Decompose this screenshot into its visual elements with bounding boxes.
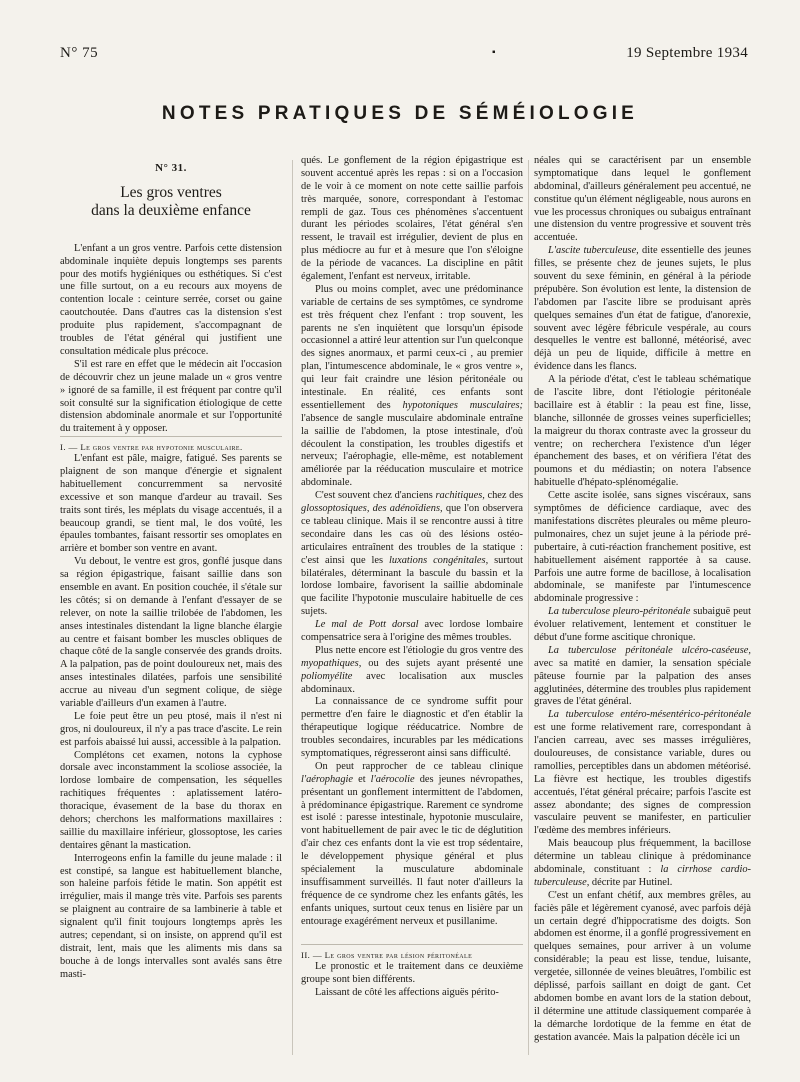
emphasis: poliomyélite (301, 670, 353, 682)
text-run: On peut rapprocher de ce tableau clinique (315, 760, 523, 772)
paragraph (301, 645, 523, 697)
text-run: Plus nette encore est l'étiologie du gros ventre des (315, 644, 523, 656)
text-run: C'est souvent chez d'anciens (315, 490, 436, 502)
article-title (60, 184, 282, 221)
paragraph: S'il est rare en effet que le médecin ait l'occasion de découvrir chez un jeune malade un « gros ventre » ignoré de sa famille, il est fréquent par contre qu'il soit consulté sur la signification étiologique de cette distension abdominale anormale et sur l'opportunité du traitement à y opposer. (60, 358, 282, 435)
paragraph: Cette ascite isolée, sans signes viscéraux, sans symptômes de déficience cardiaque, avec des manifestations discrètes pleurales ou même pleuro-pulmonaires, chez un sujet jeune à la période pré-pubertaire, à cuti-réaction franchement positive, est habituellement aisément rapportée à sa cause. Parfois une autre forme de bacillose, à localisation abdominale, se manifeste par l'intumescence abdominale progressive : (534, 490, 751, 605)
text-run: avec localisation aux muscles abdominaux. (301, 670, 523, 695)
emphasis: glossoptosiques, des adénoïdiens, (301, 503, 443, 515)
paragraph: néales qui se caractérisent par un ensemble symptomatique dans lequel le gonflement abdominal, d'ailleurs généralement peu accentué, ne constitue qu'un élément négligeable, nous aurons en vue les processus chroniques ou subaigus entraînant une distension du ventre progressive et souvent très accentuée. (534, 155, 751, 244)
text-run: et (353, 773, 371, 785)
paragraph (534, 245, 751, 374)
paragraph: L'enfant est pâle, maigre, fatigué. Ses parents se plaignent de son manque d'énergie et signalent habituellement concurremment sa nervosité excessive et son manque d'ardeur au travail. Ses traits sont tirés, les méplats du visage accentués, il a beaucoup grandi, se tient mal, le dos voûté, les épaules tombantes, faisant ressortir ses omoplates en arrière et bomber son ventre en avant. (60, 453, 282, 555)
column-divider (528, 160, 529, 1055)
emphasis: la cirrhose cardio-tuberculeuse, (534, 863, 751, 888)
emphasis: L'ascite tuberculeuse, (548, 245, 639, 257)
emphasis: La tuberculose entéro-mésentérico-péritonéale (548, 709, 751, 721)
emphasis: hypotoniques musculaires; (402, 399, 523, 411)
column-1 (60, 153, 282, 1053)
column-3 (534, 155, 751, 1055)
emphasis: l'aérocolie (370, 773, 415, 785)
page-header (60, 45, 748, 65)
paragraph: A la période d'état, c'est le tableau schématique de l'ascite libre, dont l'étiologie péritonéale bacillaire est à établir : la peau est fine, lisse, blanche, sillonnée de grosses veines superficielles; la maigreur du thorax contraste avec la grosseur du ventre; on recherchera l'existence d'un léger épanchement des bases, et on vérifiera l'état des poumons et du médiastin; on notera l'absence habituelle d'hépato-splénomégalie. (534, 374, 751, 489)
issue-number: N° 75 (60, 45, 99, 61)
emphasis: La tuberculose péritonéale ulcéro-caséeuse, (548, 644, 751, 656)
paragraph (534, 709, 751, 838)
column-divider (292, 160, 293, 1055)
paragraph: Complétons cet examen, notons la cyphose dorsale avec inconstamment la scoliose associée, la lordose lombaire de compensation, les séquelles rachitiques fréquentes : aplatissement latéro-thoracique, évasement de la base du thorax en dehors; cherchons les malformations maxillaires : saillie du maxillaire inférieur, glossoptose, les caries dentaires gênant la mastication. (60, 749, 282, 851)
paragraph: qués. Le gonflement de la région épigastrique est souvent accentué après les repas : si on a l'occasion de le voir à ce moment on note cette saillie parfois très marquée, sonore, correspondant à l'estomac rempli de gaz. Tous ces phénomènes s'accentuent durant les périodes scolaires, l'état général s'en ressent, le travail est irrégulier, devient de plus en plus médiocre au fur et à mesure que l'on s'éloigne de la période de vacances. La discipline en pâtit également, l'enfant est nerveux, irritable. (301, 155, 523, 283)
emphasis: rachitiques, (435, 490, 485, 502)
text-run: avec lordose lombaire compensatrice sera à l'origine des mêmes troubles. (301, 619, 523, 643)
text-run: surtout bilatérales, déterminant la bascule du bassin et la lordose lombaire, favorisent la saillie abdominale que facilite l'hypotonie musculaire habituelle de ces sujets. (301, 554, 523, 618)
section-heading-1: I. — Le gros ventre par hypotonie musculaire. (60, 436, 282, 453)
text-run: des jeunes névropathes, présentant un gonflement intermittent de l'abdomen, à prédominance épigastrique. Rarement ce syndrome est isolé : paresse intestinale, hypotonie musculaire, vont habituellement de pair avec le tic de déglutition d'air chez ces enfants dont la vie est trop sédentaire, le développement physique général et plus spécialement la musculature abdominale insuffisamment surveillés. Il faut noter d'ailleurs la fréquence de ce syndrome chez les enfants gâtés, les enfants uniques, surtout ceux tenus en lisière par un entourage exagérément nerveux et pusillanime. (301, 773, 523, 927)
section-heading-2: II. — Le gros ventre par lésion péritonéale (301, 944, 523, 961)
text-run: dite essentielle des jeunes filles, se présente chez de jeunes sujets, le plus souvent du sexe féminin, en général à la période prépubère. Son évolution est lente, la distension de l'abdomen par l'ascite libre se produisant après quelques semaines d'un état de fatigue, d'anorexie, souvent avec légère fébricule vespérale, au cours desquelles le ventre est ballonné, météorisé, avec déjà un peu de liquide, difficile à mettre en évidence dans les flancs. (534, 245, 751, 373)
paragraph: L'enfant a un gros ventre. Parfois cette distension abdominale inquiète depuis longtemps ses parents pour des motifs hygiéniques ou esthétiques. Si c'est une fille surtout, on a eu recours aux moyens de contention locale : ceinture serrée, corset ou gaine caoutchoutée. Dans d'autres cas la distension s'est produite plus rapidement, s'accompagnant de troubles de l'état général qui justifient une consultation médicale plus précoce. (60, 242, 282, 357)
issue-date: 19 Septembre 1934 (626, 45, 748, 61)
emphasis: Le mal de Pott dorsal (315, 619, 419, 631)
text-run: décrite par Hutinel. (589, 876, 673, 888)
emphasis: La tuberculose pleuro-péritonéale (548, 606, 691, 618)
paragraph (534, 645, 751, 709)
text-run: chez des (484, 490, 523, 502)
note-number: N° 31. (155, 162, 187, 174)
paragraph (534, 838, 751, 890)
paragraph: La connaissance de ce syndrome suffit pour permettre d'en faire le diagnostic et d'en établir la thérapeutique logique rééducatrice. Nombre de troubles secondaires, incurables par les médications symptomatiques, régresseront ainsi sans difficulté. (301, 696, 523, 759)
paragraph (301, 619, 523, 645)
emphasis: l'aérophagie (301, 773, 354, 785)
article-title-line1: Les gros ventres (120, 183, 222, 201)
paragraph: Interrogeons enfin la famille du jeune malade : il est constipé, sa langue est habituellement blanche, son haleine parfois fétide le matin. Son appétit est irrégulier, mais il mange très vite. Parfois ses parents se plaignent au contraire de sa lambinerie à table et signalent qu'il finit toujours longtemps après les autres; cependant, si on insiste, on apprend qu'il est distrait, lent, mais que les aliments mis dans sa bouche à de longs intervalles sont avalés sans être masti- (60, 852, 282, 980)
emphasis: myopathiques, (301, 657, 362, 669)
paragraph (534, 606, 751, 645)
text-run: est une forme relativement rare, correspondant à l'ancien carreau, avec ses masses irrégulières, douloureuses, de consistance variable, dures ou ramollies, perceptibles dans un abdomen météorisé. La fièvre est hectique, les troubles digestifs accentués, l'état général précaire; parfois l'ascite est assez abondante; des signes de compression vasculaire peuvent se manifester, en particulier l'œdème des membres inférieurs. (534, 722, 751, 837)
section-title: NOTES PRATIQUES DE SÉMÉIOLOGIE (161, 103, 639, 124)
paragraph (301, 284, 523, 490)
article-title-line2: dans la deuxième enfance (91, 202, 251, 220)
text-run: subaiguë peut évoluer relativement, lentement et constituer le début d'une forme ascitique chronique. (534, 606, 751, 643)
paragraph (301, 490, 523, 619)
paragraph: Le pronostic et le traitement dans ce deuxième groupe sont bien différents. (301, 961, 523, 986)
paragraph (301, 761, 523, 929)
paragraph: Vu debout, le ventre est gros, gonflé jusque dans sa région épigastrique, faisant saillie dans son ensemble en avant. En position couchée, il s'étale sur les côtés; si on demande à l'enfant d'essayer de se relever, on note la saillie trilobée de l'abdomen, les anses intestinales distendant la ligne blanche élargie au centre et faisant bomber les muscles obliques de chaque côté de la sangle conservée des grands droits. A la palpation, pas de point douloureux net, mais des anses intestinales dilatées, parfois une sensibilité accrue au niveau d'un segment colique, de siège variable d'ailleurs d'un examen à l'autre. (60, 556, 282, 709)
paragraph: Le foie peut être un peu ptosé, mais il n'est ni gros, ni douloureux, il n'y a pas trace d'ascite. Le rein est parfois abaissé lui aussi, accessible à la palpation. (60, 710, 282, 748)
header-dot: ▪ (492, 47, 496, 58)
text-run: ou des sujets ayant présenté une (361, 657, 523, 669)
text-run: que l'on observera ce tableau clinique. Mais il se rencontre aussi à titre secondaire dans les cas où des lésions ostéo-articulaires entraînent des troubles de la statique : c'est ainsi que les (301, 503, 523, 566)
text-run: Plus ou moins complet, avec une prédominance variable de certains de ses symptômes, ce syndrome est très fréquent chez l'enfant : trop souvent, les parents ne s'en inquiètent que lorsqu'un épisode occasionnel a attiré leur attention sur l'un quelconque des signes anormaux, et parmi ceux-ci , au premier plan, l'intumescence abdominale, le « gros ventre », qui leur fait craindre une lésion péritonéale ou intestinale. En réalité, ces enfants sont essentiellement des (301, 283, 523, 411)
emphasis: luxations congénitales, (389, 554, 489, 566)
paragraph: C'est un enfant chétif, aux membres grêles, au faciès pâle et légèrement cyanosé, avec parfois déjà un certain degré d'hippocratisme des doigts. Son abdomen est énorme, il a gonflé progressivement en quelques semaines, pour arriver à un volume considérable; la peau est lisse, tendue, luisante, vergetée, sillonnée de veines bleuâtres, l'ombilic est déplissé, parfois saillant en doigt de gant. Cet abdomen bombe en avant lors de la station debout, il détermine une attitude classiquement comparée à la démarche lordotique de la femme en état de gestation avancée. Mais la palpation décèle ici un (534, 889, 751, 1043)
text-run: l'absence de sangle musculaire abdominale entraîne la saillie de l'abdomen, la ptose intestinale, d'où découlent la constipation, les troubles digestifs et nerveux; l'aérophagie, elle-même, est notablement améliorée par la rééducation musculaire et motrice abdominale. (301, 412, 523, 489)
paragraph: Laissant de côté les affections aiguës périto- (315, 987, 499, 999)
text-run: Mais beaucoup plus fréquemment, la bacillose détermine un tableau clinique à prédominance abdominale, constituant : (534, 838, 751, 875)
column-2 (301, 155, 523, 1055)
text-run: avec sa matité en damier, la sensation spéciale pâteuse fournie par la palpation des anses agglutinées, détermine des troubles plus rapidement graves de l'état général. (534, 657, 751, 708)
